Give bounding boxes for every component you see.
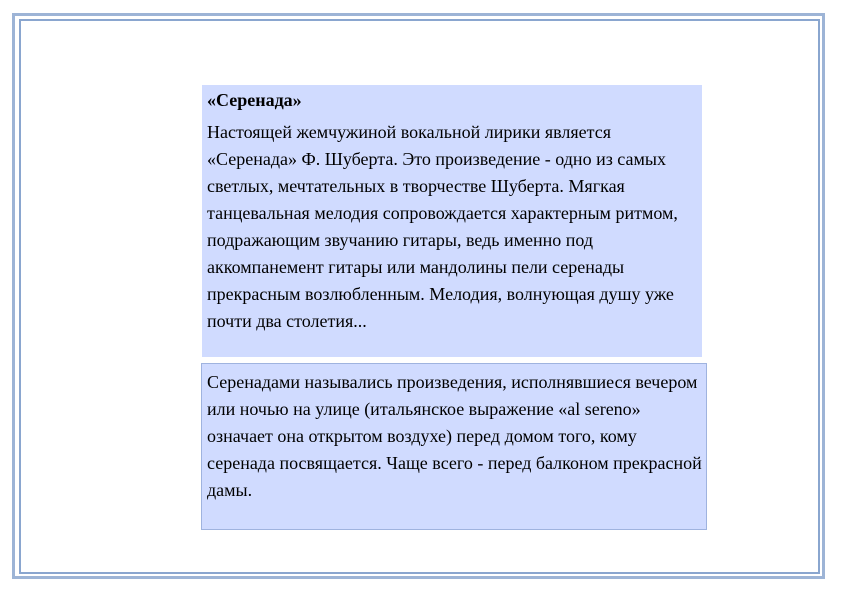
serenade-definition-text: Серенадами назывались произведения, исполнявшиеся вечером или ночью на улице (итальянское выражение «al sereno» означает она открытом воздухе) перед домом того, кому серенада посвящается. Чаще всего - перед балконом прекрасной дамы.: [207, 372, 702, 500]
serenade-definition-block: [201, 363, 707, 530]
serenade-description-block: [202, 85, 702, 357]
serenade-description-text: Настоящей жемчужиной вокальной лирики является «Серенада» Ф. Шуберта. Это произведение - одно из самых светлых, мечтательных в творчестве Шуберта. Мягкая танцевальная мелодия сопровождается характерным ритмом, подражающим звучанию гитары, ведь именно под аккомпанемент гитары или мандолины пели серенады прекрасным возлюбленным. Мелодия, волнующая душу уже почти два столетия...: [207, 122, 678, 331]
serenade-title: «Серенада»: [207, 90, 302, 110]
